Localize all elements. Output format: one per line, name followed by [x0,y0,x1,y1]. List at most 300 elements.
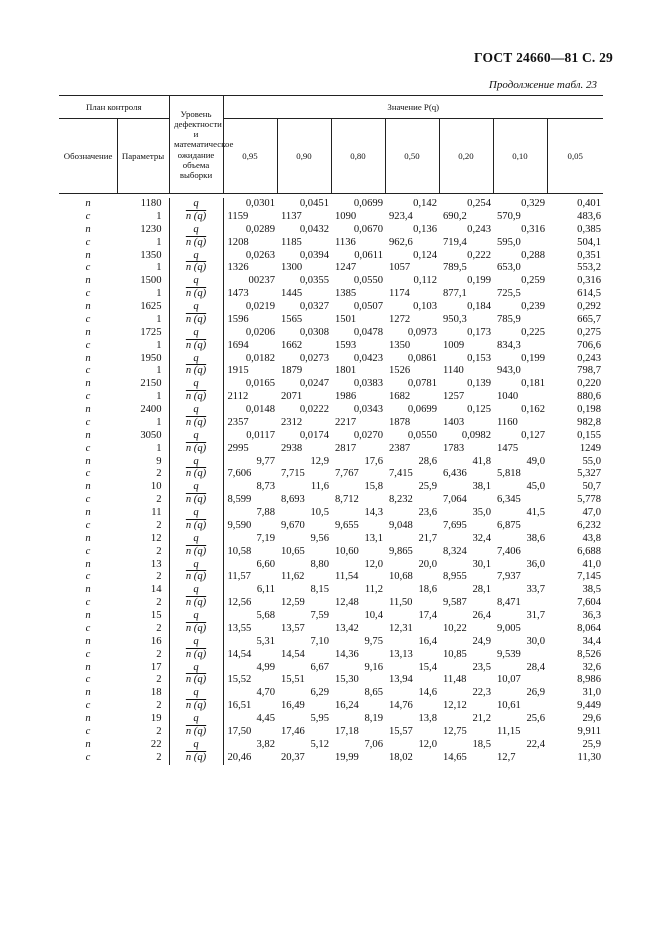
cell-value: 0,243 [577,352,601,364]
cell-value: 11,62 [281,571,305,583]
cell-value: 11,2 [364,584,383,596]
table-row [59,262,603,275]
row-level [169,262,223,275]
cell-value: 10,4 [364,610,383,621]
table-row [59,353,603,366]
cell-value: 8,693 [281,494,305,506]
table-row [59,224,603,237]
table-row [59,649,603,662]
row-symbol: n [85,198,91,209]
cell-value: 6,67 [310,661,329,673]
cell-value: 0,0263 [245,249,275,261]
cell-value: 1783 [443,442,465,454]
table-row [59,417,603,430]
row-param: 1230 [117,224,169,237]
row-symbol: n [85,532,91,544]
row-symbol: n [85,352,91,364]
row-symbol: c [85,751,91,763]
cell-value: 50,7 [582,481,601,493]
row-symbol: c [85,648,91,660]
cell-value: 15,30 [335,674,359,686]
cell-value: 24,9 [472,635,491,647]
cell-value: 1403 [443,416,465,428]
cell-value: 11,48 [443,674,467,686]
cell-value: 1565 [281,313,303,325]
cell-value: 0,254 [467,198,491,209]
row-level-label: q [193,661,199,673]
page-header: ГОСТ 24660—81 С. 29 [474,50,613,65]
cell-value: 8,986 [577,674,601,686]
cell-value: 0,0699 [353,198,383,209]
row-level-label: q [193,713,199,724]
cell-value: 11,6 [310,481,329,493]
row-param: 1950 [117,353,169,366]
cell-value: 1801 [335,365,357,377]
table-row [59,288,603,301]
row-level-label: n (q) [185,442,207,454]
row-level [169,198,223,211]
row-level-label: n (q) [185,622,207,634]
cell-value: 4,70 [256,687,275,699]
cell-value: 5,31 [256,635,275,647]
cell-value: 30,0 [526,635,545,647]
cell-value: 12,9 [310,455,329,467]
row-level [169,237,223,250]
row-symbol: n [85,481,91,493]
row-param: 1 [117,211,169,224]
row-symbol: n [85,610,91,621]
cell-value: 10,61 [497,700,521,712]
cell-value: 14,76 [389,700,413,712]
cell-value: 653,0 [497,262,521,274]
cell-value: 41,5 [526,507,545,518]
table-row [59,443,603,456]
cell-value: 9,655 [335,519,359,531]
row-param: 3050 [117,430,169,443]
table-row [59,726,603,739]
cell-value: 13,57 [281,622,305,634]
cell-value: 23,6 [418,507,437,518]
cell-value: 1272 [389,313,411,325]
cell-value: 982,8 [577,416,601,428]
cell-value: 45,0 [526,481,545,493]
cell-value: 22,4 [526,738,545,750]
row-level [169,674,223,687]
cell-value: 5,68 [256,610,275,621]
cell-value: 9,911 [577,725,601,737]
row-level-label: n (q) [185,674,207,686]
cell-value: 8,80 [310,558,329,570]
cell-value: 1986 [335,391,357,403]
row-level-label: q [193,455,199,467]
cell-value: 706,6 [577,339,601,351]
cell-value: 1878 [389,416,411,428]
row-param: 18 [117,687,169,700]
cell-value: 10,65 [281,545,305,557]
row-level-label: n (q) [185,210,207,222]
cell-value: 2938 [281,442,303,454]
table-row [59,340,603,353]
row-level-label: n (q) [185,648,207,660]
cell-value: 1475 [497,442,519,454]
row-symbol: c [85,700,91,712]
cell-value: 16,24 [335,700,359,712]
row-level-label: n (q) [185,262,207,274]
cell-value: 28,4 [526,661,545,673]
cell-value: 1057 [389,262,411,274]
cell-value: 16,49 [281,700,305,712]
cell-value: 1137 [281,210,302,222]
cell-value: 7,695 [443,519,467,531]
cell-value: 6,11 [256,584,275,596]
cell-value: 0,0327 [299,301,329,312]
row-symbol: n [85,558,91,570]
cell-value: 553,2 [577,262,601,274]
cell-value: 17,18 [335,725,359,737]
cell-value: 0,0550 [353,275,383,287]
row-level-label: q [193,481,199,493]
cell-value: 0,292 [577,301,601,312]
cell-value: 18,02 [389,751,413,763]
cell-value: 14,54 [281,648,305,660]
cell-value: 00237 [248,275,275,287]
cell-value: 26,9 [526,687,545,699]
cell-value: 0,0206 [245,326,275,338]
cell-value: 38,1 [472,481,491,493]
cell-value: 2312 [281,416,303,428]
row-level [169,700,223,713]
cell-value: 29,6 [582,713,601,724]
cell-value: 950,3 [443,313,467,325]
cell-value: 5,327 [577,468,601,480]
cell-value: 1445 [281,288,303,300]
cell-value: 665,7 [577,313,601,325]
cell-value: 25,6 [526,713,545,724]
row-level [169,520,223,533]
cell-value: 0,153 [467,352,491,364]
row-symbol: n [85,661,91,673]
row-symbol: n [85,404,91,415]
cell-value: 47,0 [582,507,601,518]
cell-value: 8,232 [389,494,413,506]
cell-value: 725,5 [497,288,521,300]
row-symbol: n [85,249,91,261]
cell-value: 20,37 [281,751,305,763]
cell-value: 1879 [281,365,303,377]
cell-value: 0,0117 [246,429,275,441]
cell-value: 0,173 [467,326,491,338]
cell-value: 0,259 [521,275,545,287]
cell-value: 0,0781 [407,378,437,390]
row-level [169,250,223,263]
cell-value: 923,4 [389,210,413,222]
table-row [59,739,603,752]
cell-value: 36,0 [526,558,545,570]
cell-value: 14,54 [227,648,252,660]
cell-value: 13,8 [418,713,437,724]
cell-value: 5,95 [310,713,329,724]
cell-value: 38,6 [526,532,545,544]
row-symbol: n [85,455,91,467]
row-symbol: c [85,236,91,248]
cell-value: 9,56 [310,532,329,544]
row-level [169,327,223,340]
table-row [59,314,603,327]
row-level [169,468,223,481]
cell-value: 0,142 [413,198,437,209]
row-param: 1500 [117,275,169,288]
cell-value: 0,0507 [353,301,383,312]
row-level [169,507,223,520]
cell-value: 0,0222 [299,404,329,415]
cell-value: 0,243 [467,223,491,235]
row-level-label: q [193,687,199,699]
row-symbol: c [85,571,91,583]
row-level-label: q [193,404,199,415]
row-symbol: c [85,210,91,222]
row-symbol: c [85,468,91,480]
cell-value: 55,0 [582,455,601,467]
row-symbol: c [85,262,91,274]
cell-value: 1185 [281,236,302,248]
cell-value: 4,45 [256,713,275,724]
row-level [169,365,223,378]
cell-value: 0,0148 [245,404,275,415]
row-param: 1 [117,314,169,327]
row-param: 1 [117,288,169,301]
cell-value: 8,599 [227,494,252,506]
cell-value: 6,29 [310,687,329,699]
cell-value: 38,5 [582,584,601,596]
row-symbol: n [85,223,91,235]
row-level-label: n (q) [185,519,207,531]
cell-value: 13,42 [335,622,359,634]
cell-value: 880,6 [577,391,601,403]
cell-value: 0,162 [521,404,545,415]
cell-value: 0,0699 [407,404,437,415]
row-symbol: c [85,674,91,686]
row-symbol: c [85,622,91,634]
cell-value: 10,60 [335,545,359,557]
row-param: 1350 [117,250,169,263]
row-level-label: n (q) [185,236,207,248]
table-row [59,391,603,404]
row-symbol: c [85,725,91,737]
header-plan: План контроля [59,96,169,119]
cell-value: 31,7 [526,610,545,621]
row-param: 2 [117,726,169,739]
cell-value: 962,6 [389,236,413,248]
cell-value: 32,4 [472,532,491,544]
row-symbol: c [85,416,91,428]
cell-value: 20,0 [418,558,437,570]
row-level [169,430,223,443]
row-param: 2 [117,752,169,765]
cell-value: 12,12 [443,700,467,712]
cell-value: 3,82 [256,738,275,750]
cell-value: 789,5 [443,262,467,274]
cell-value: 0,0383 [353,378,383,390]
cell-value: 7,19 [256,532,275,544]
oc-table [59,95,603,765]
cell-value: 7,145 [577,571,601,583]
row-level [169,752,223,765]
cell-value: 6,60 [256,558,275,570]
cell-value: 8,324 [443,545,467,557]
row-level [169,391,223,404]
cell-value: 1090 [335,210,357,222]
cell-value: 0,0219 [245,301,275,312]
row-level-label: n (q) [185,597,207,609]
cell-value: 7,715 [281,468,305,480]
header-p-3: 0,50 [385,119,439,194]
cell-value: 0,0394 [299,249,329,261]
row-level [169,726,223,739]
cell-value: 1136 [335,236,356,248]
cell-value: 0,275 [577,326,601,338]
row-level [169,713,223,726]
cell-value: 13,1 [364,532,383,544]
cell-value: 1526 [389,365,411,377]
cell-value: 17,6 [364,455,383,467]
cell-value: 5,818 [497,468,521,480]
cell-value: 1682 [389,391,411,403]
cell-value: 1915 [227,365,249,377]
cell-value: 9,16 [364,661,383,673]
cell-value: 32,6 [582,661,601,673]
cell-value: 10,22 [443,622,467,634]
row-level [169,597,223,610]
row-level-label: q [193,429,199,441]
header-p-1: 0,90 [277,119,331,194]
cell-value: 30,1 [472,558,491,570]
cell-value: 1159 [227,210,249,222]
row-param: 2 [117,623,169,636]
row-level [169,456,223,469]
table-row [59,301,603,314]
row-level-label: q [193,558,199,570]
row-level [169,353,223,366]
table-row [59,468,603,481]
row-level [169,275,223,288]
cell-value: 1350 [389,339,411,351]
table-row [59,662,603,675]
cell-value: 0,125 [467,404,491,415]
cell-value: 0,103 [413,301,437,312]
cell-value: 877,1 [443,288,467,300]
cell-value: 14,65 [443,751,467,763]
row-symbol: n [85,326,91,338]
cell-value: 11,50 [389,597,413,609]
cell-value: 16,51 [227,700,252,712]
cell-value: 8,73 [256,481,275,493]
row-param: 12 [117,533,169,546]
row-level [169,224,223,237]
header-value: Значение P(q) [223,96,603,119]
table-row [59,481,603,494]
cell-value: 33,7 [526,584,545,596]
cell-value: 12,0 [364,558,383,570]
row-level-label: n (q) [185,700,207,712]
row-level-label: q [193,584,199,596]
cell-value: 11,57 [227,571,251,583]
header-level: Уровень дефектности и математическое ожидание объема выборки [169,96,223,194]
cell-value: 7,88 [256,507,275,518]
row-param: 2400 [117,404,169,417]
cell-value: 719,4 [443,236,467,248]
row-level-label: q [193,223,199,235]
row-symbol: c [85,288,91,300]
cell-value: 0,351 [577,249,601,261]
cell-value: 13,55 [227,622,252,634]
row-param: 1 [117,237,169,250]
row-symbol: n [85,275,91,287]
cell-value: 14,6 [418,687,437,699]
cell-value: 0,222 [467,249,491,261]
row-level [169,623,223,636]
row-param: 2 [117,494,169,507]
cell-value: 10,5 [310,507,329,518]
row-level-label: n (q) [185,751,207,763]
cell-value: 5,12 [310,738,329,750]
cell-value: 6,688 [577,545,601,557]
cell-value: 504,1 [577,236,601,248]
cell-value: 12,59 [281,597,305,609]
cell-value: 1249 [579,442,601,454]
cell-value: 595,0 [497,236,521,248]
cell-value: 0,0670 [353,223,383,235]
table-row [59,533,603,546]
table-body [59,194,603,765]
cell-value: 0,0301 [245,198,275,209]
cell-value: 1326 [227,262,249,274]
cell-value: 1174 [389,288,410,300]
cell-value: 10,07 [497,674,521,686]
row-param: 2 [117,546,169,559]
header-p-4: 0,20 [439,119,493,194]
table-row [59,520,603,533]
row-param: 2 [117,649,169,662]
cell-value: 2071 [281,391,303,403]
cell-value: 8,471 [497,597,521,609]
table-row [59,752,603,765]
cell-value: 0,0174 [299,429,329,441]
cell-value: 483,6 [577,210,601,222]
cell-value: 10,68 [389,571,413,583]
row-level [169,662,223,675]
cell-value: 15,8 [364,481,383,493]
cell-value: 14,3 [364,507,383,518]
cell-value: 49,0 [526,455,545,467]
cell-value: 35,0 [472,507,491,518]
row-symbol: c [85,339,91,351]
cell-value: 2387 [389,442,411,454]
cell-value: 15,4 [418,661,437,673]
row-level-label: q [193,249,199,261]
cell-value: 21,2 [472,713,491,724]
row-symbol: n [85,713,91,724]
row-level [169,739,223,752]
cell-value: 1160 [497,416,518,428]
cell-value: 34,4 [582,635,601,647]
cell-value: 9,865 [389,545,413,557]
cell-value: 0,127 [521,429,545,441]
row-level [169,649,223,662]
table-row [59,250,603,263]
row-level-label: q [193,301,199,312]
row-param: 2 [117,700,169,713]
cell-value: 1596 [227,313,249,325]
